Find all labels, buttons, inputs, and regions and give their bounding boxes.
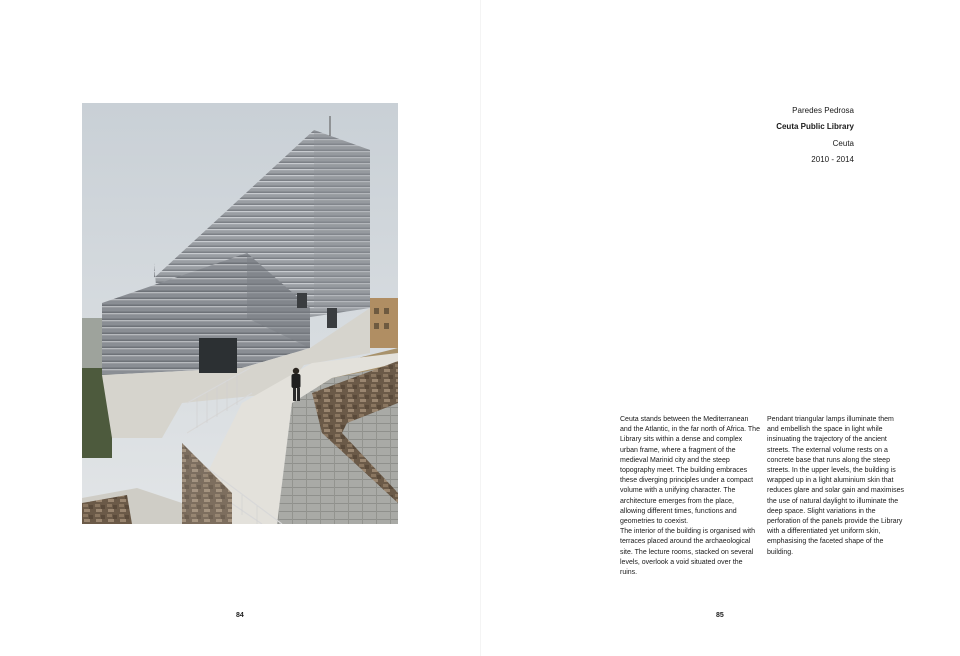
- architect-name: Paredes Pedrosa: [792, 106, 854, 115]
- paragraph: Ceuta stands between the Mediterranean and the Atlantic, in the far north of Africa. The Library sits within a dense and complex urban frame, where a fragment of the medieval Marinid city and the steep topography meet. The building embraces these diverging principles under a compact volume with a unifying character. The architecture emerges from the place, allowing different times, functions and geometries to coexist.: [620, 416, 760, 526]
- paragraph: The interior of the building is organised with terraces placed around the archaeological site. The lecture rooms, stacked on several levels, overlook a void situated over the ruins.: [620, 528, 756, 577]
- spread-gutter: [480, 0, 481, 656]
- project-title: Ceuta Public Library: [776, 122, 854, 132]
- text-column-1: [620, 415, 760, 578]
- paragraph: Pendant triangular lamps illuminate them and embellish the space in light while insinuating the trajectory of the ancient streets. The external volume rests on a concrete base that runs along the steep streets. In the upper levels, the building is wrapped up in a light aluminium skin that reduces glare and solar gain and maximises the use of natural daylight to illuminate the deep space. Slight variations in the perforation of the panels provide the Library with a differentiated yet uniform skin, emphasising the faceted shape of the building.: [767, 416, 904, 556]
- project-location: Ceuta: [832, 138, 854, 148]
- page-number-left: 84: [236, 612, 244, 619]
- text-column-2: [767, 415, 907, 558]
- project-credits: [776, 103, 854, 168]
- page-number-right: 85: [716, 612, 724, 619]
- project-years: 2010 - 2014: [811, 154, 854, 164]
- library-photo: [82, 103, 398, 524]
